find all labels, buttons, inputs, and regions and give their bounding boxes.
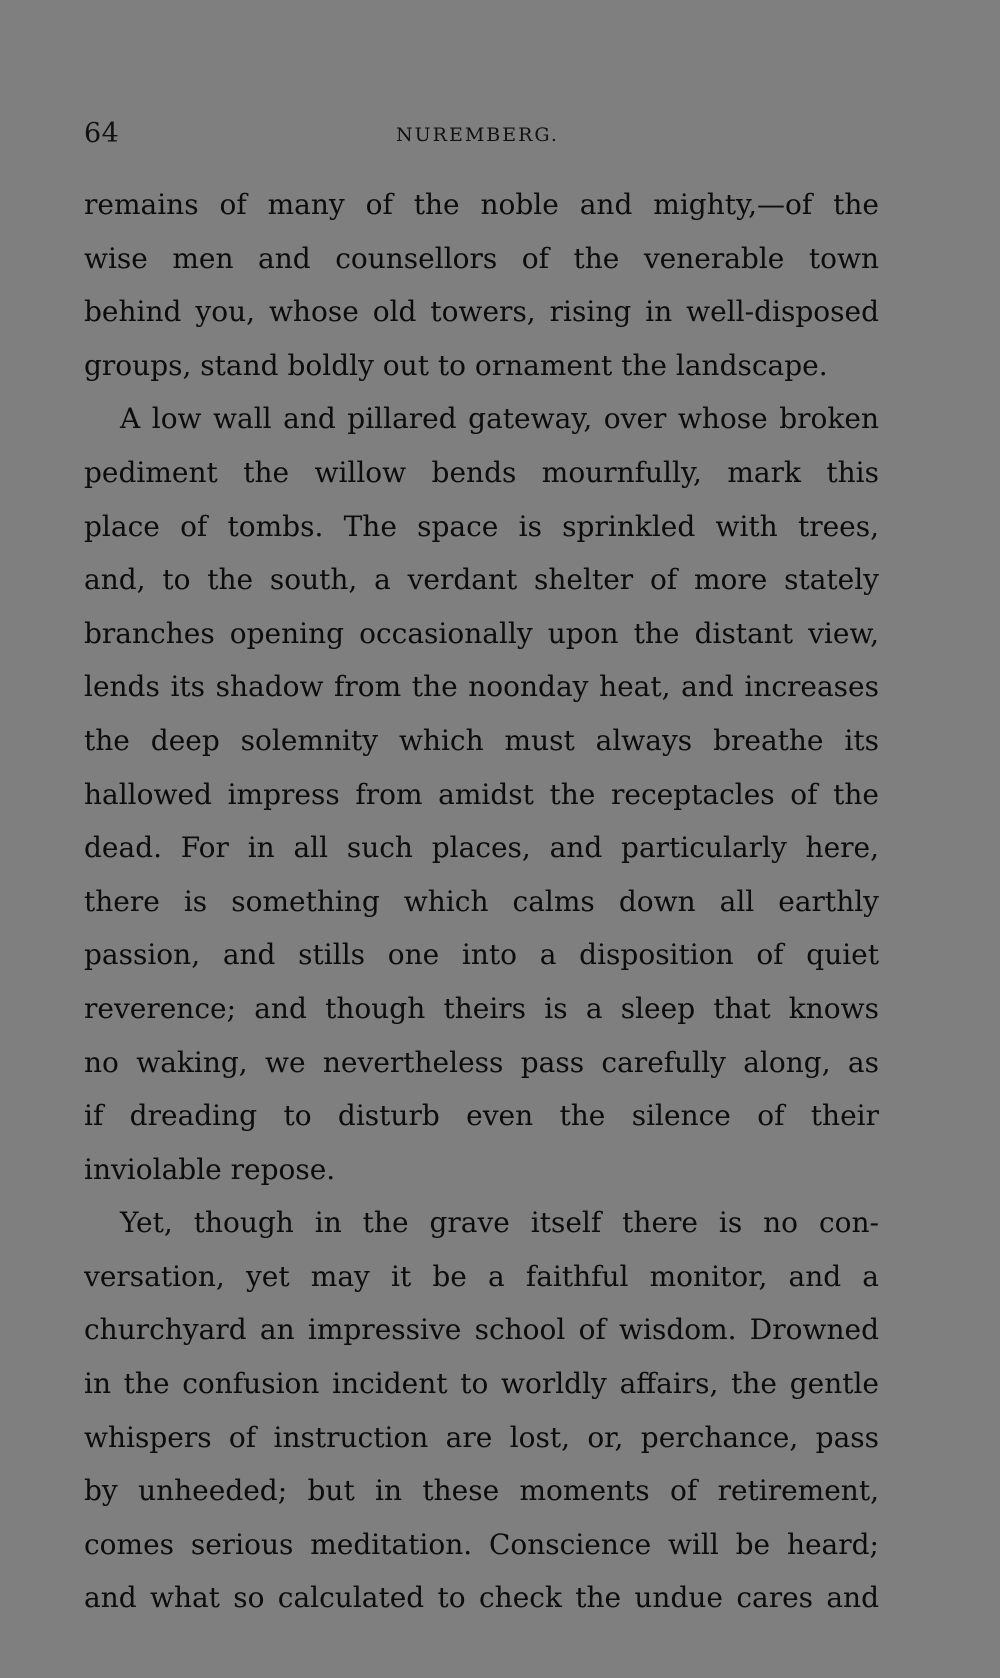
- text-line: behind you, whose old towers, rising in well-disposed: [84, 295, 879, 329]
- text-line: if dreading to disturb even the silence of their: [84, 1099, 879, 1133]
- text-line: whispers of instruction are lost, or, perchance, pass: [84, 1420, 879, 1454]
- text-line: churchyard an impressive school of wisdom. Drowned: [84, 1313, 879, 1347]
- text-line: and what so calculated to check the undue cares and: [84, 1581, 879, 1615]
- text-line: by unheeded; but in these moments of retirement,: [84, 1474, 879, 1508]
- text-line: branches opening occasionally upon the distant view,: [84, 616, 879, 650]
- text-line: comes serious meditation. Conscience will be heard;: [84, 1527, 879, 1561]
- paragraph: [84, 392, 879, 1196]
- text-line: lends its shadow from the noonday heat, and increases: [84, 670, 879, 704]
- paragraph: [84, 1196, 879, 1625]
- text-line: place of tombs. The space is sprinkled with trees,: [84, 509, 879, 543]
- text-line: reverence; and though theirs is a sleep that knows: [84, 991, 879, 1025]
- text-line: remains of many of the noble and mighty,—of the: [84, 188, 879, 221]
- text-line: passion, and stills one into a disposition of quiet: [84, 938, 879, 972]
- text-line: there is something which calms down all earthly: [84, 884, 879, 918]
- text-line: A low wall and pillared gateway, over whose broken: [120, 402, 879, 436]
- text-line: dead. For in all such places, and particularly here,: [84, 831, 879, 865]
- text-line: Yet, though in the grave itself there is no con-: [120, 1206, 879, 1240]
- text-line: in the confusion incident to worldly affairs, the gentle: [84, 1367, 879, 1401]
- text-line: wise men and counsellors of the venerable town: [84, 241, 879, 275]
- text-line: groups, stand boldly out to ornament the landscape.: [84, 348, 828, 382]
- text-line: hallowed impress from amidst the receptacles of the: [84, 777, 879, 811]
- page-number: 64: [84, 118, 120, 149]
- running-head: [84, 118, 879, 158]
- running-title: NUREMBERG.: [396, 124, 559, 146]
- text-line: versation, yet may it be a faithful monitor, and a: [84, 1259, 879, 1293]
- text-line: inviolable repose.: [84, 1152, 336, 1186]
- text-line: pediment the willow bends mournfully, mark this: [84, 455, 879, 489]
- paragraph: [84, 178, 879, 392]
- text-line: the deep solemnity which must always breathe its: [84, 723, 879, 757]
- body-text: [84, 178, 879, 1625]
- text-line: and, to the south, a verdant shelter of more stately: [84, 563, 879, 597]
- text-line: no waking, we nevertheless pass carefully along, as: [84, 1045, 879, 1079]
